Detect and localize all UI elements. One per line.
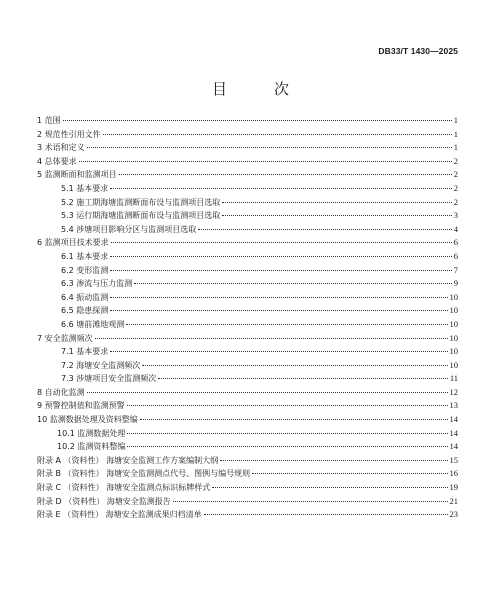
dot-leader	[111, 242, 452, 243]
toc-entry-label: 6.1 基本要求	[61, 251, 109, 261]
toc-entry[interactable]	[37, 277, 458, 291]
dot-leader	[127, 433, 447, 434]
toc-entry-label: 5 监测断面和监测项目	[37, 170, 117, 180]
toc-entry-page-number: 6	[453, 237, 458, 248]
toc-entry-label: 6 监测项目技术要求	[37, 238, 109, 248]
toc-entry-label: 10.1 监测数据处理	[57, 428, 126, 438]
dot-leader	[110, 270, 451, 271]
toc-entry-label: 1 范围	[37, 116, 61, 125]
toc-entry[interactable]	[37, 495, 458, 509]
toc-entry-page-number: 6	[453, 250, 458, 261]
toc-entry[interactable]	[37, 223, 458, 237]
dot-leader	[127, 446, 447, 447]
dot-leader	[119, 174, 452, 175]
toc-entry-label: 6.2 变形监测	[61, 265, 109, 275]
dot-leader	[173, 501, 448, 502]
dot-leader	[127, 405, 448, 406]
toc-entry-page-number: 10	[449, 291, 458, 302]
toc-entry[interactable]	[37, 318, 458, 332]
toc-entry-page-number: 14	[449, 441, 458, 452]
toc-entry-page-number: 2	[453, 155, 458, 166]
toc-entry[interactable]	[37, 196, 458, 210]
toc-entry-label: 6.4 振动监测	[61, 292, 109, 302]
toc-entry-page-number: 12	[449, 386, 458, 397]
toc-entry-page-number: 19	[449, 482, 458, 493]
toc-entry[interactable]	[37, 372, 458, 386]
dot-leader	[110, 256, 451, 257]
toc-entry-page-number: 14	[449, 427, 458, 438]
toc-entry-page-number: 10	[449, 318, 458, 329]
toc-entry-label: 2 规范性引用文件	[37, 129, 101, 139]
toc-entry-page-number: 16	[449, 468, 458, 479]
toc-entry-page-number: 2	[453, 196, 458, 207]
toc-entry-page-number: 1	[453, 115, 458, 125]
toc-entry-page-number: 2	[453, 169, 458, 180]
toc-entry[interactable]	[37, 114, 458, 128]
dot-leader	[87, 392, 448, 393]
toc-entry[interactable]	[37, 413, 458, 427]
dot-leader	[222, 215, 451, 216]
toc-entry[interactable]	[37, 291, 458, 305]
toc-entry-page-number: 10	[449, 346, 458, 357]
toc-entry-page-number: 15	[449, 454, 458, 465]
dot-leader	[87, 147, 452, 148]
toc-entry[interactable]	[37, 332, 458, 346]
toc-entry-label: 4 总体要求	[37, 156, 77, 166]
toc-entry-page-number: 1	[453, 128, 458, 139]
toc-entry-label: 5.3 运行期海塘监测断面布设与监测项目选取	[61, 211, 221, 221]
toc-entry-page-number: 7	[453, 264, 458, 275]
dot-leader	[110, 310, 447, 311]
dot-leader	[220, 460, 447, 461]
toc-entry[interactable]	[37, 155, 458, 169]
dot-leader	[95, 338, 448, 339]
toc-entry-page-number: 10	[449, 332, 458, 343]
toc-entry[interactable]	[37, 440, 458, 454]
toc-entry[interactable]	[37, 345, 458, 359]
toc-entry[interactable]	[37, 209, 458, 223]
toc-entry-page-number: 13	[449, 400, 458, 411]
toc-entry-label: 附录 B （资料性） 海塘安全监测测点代号、图例与编号规则	[37, 469, 251, 479]
toc-entry[interactable]	[37, 182, 458, 196]
toc-entry-page-number: 4	[453, 223, 458, 234]
toc-entry[interactable]	[37, 250, 458, 264]
toc-entry[interactable]	[37, 141, 458, 155]
toc-entry[interactable]	[37, 264, 458, 278]
dot-leader	[252, 473, 447, 474]
dot-leader	[110, 188, 451, 189]
toc-entry-page-number: 10	[449, 359, 458, 370]
toc-entry-label: 7.2 海塘安全监测频次	[61, 360, 141, 370]
table-of-contents	[37, 114, 458, 522]
toc-entry-label: 7.1 基本要求	[61, 347, 109, 357]
toc-entry-page-number: 21	[449, 495, 458, 506]
toc-entry-label: 3 术语和定义	[37, 143, 85, 153]
toc-entry-page-number: 14	[449, 414, 458, 425]
toc-entry-page-number: 1	[453, 142, 458, 153]
toc-entry[interactable]	[37, 508, 458, 522]
toc-entry-page-number: 11	[449, 373, 458, 384]
toc-entry-label: 10 监测数据处理及资料整编	[37, 415, 138, 425]
toc-entry[interactable]	[37, 467, 458, 481]
dot-leader	[198, 229, 451, 230]
dot-leader	[110, 297, 447, 298]
dot-leader	[222, 202, 451, 203]
toc-entry[interactable]	[37, 128, 458, 142]
dot-leader	[212, 487, 447, 488]
toc-entry[interactable]	[37, 236, 458, 250]
toc-entry-label: 5.4 涉塘项目影响分区与监测项目选取	[61, 224, 197, 234]
toc-entry[interactable]	[37, 481, 458, 495]
toc-entry-label: 附录 D （资料性） 海塘安全监测报告	[37, 496, 171, 506]
toc-entry-page-number: 10	[449, 305, 458, 316]
toc-entry-label: 8 自动化监测	[37, 387, 85, 397]
toc-entry-label: 6.5 隐患探测	[61, 306, 109, 316]
dot-leader	[158, 378, 448, 379]
toc-entry[interactable]	[37, 399, 458, 413]
dot-leader	[204, 514, 448, 515]
dot-leader	[140, 419, 448, 420]
toc-entry-label: 附录 C （资料性） 海塘安全监测点标识标牌样式	[37, 483, 211, 493]
toc-entry-label: 5.1 基本要求	[61, 183, 109, 193]
toc-entry-label: 9 预警控制值和监测预警	[37, 401, 125, 411]
toc-entry-label: 6.3 渗流与压力监测	[61, 279, 133, 289]
toc-entry-label: 附录 A （资料性） 海塘安全监测工作方案编制大纲	[37, 455, 219, 465]
toc-entry-page-number: 23	[449, 509, 458, 520]
toc-entry[interactable]	[37, 454, 458, 468]
dot-leader	[134, 283, 451, 284]
toc-entry-label: 7.3 涉塘项目安全监测频次	[61, 374, 157, 384]
dot-leader	[126, 324, 447, 325]
toc-entry[interactable]	[37, 168, 458, 182]
toc-entry-label: 10.2 监测资料整编	[57, 442, 126, 452]
toc-entry-label: 6.6 塘前滩地观测	[61, 319, 125, 329]
toc-entry[interactable]	[37, 386, 458, 400]
toc-entry-page-number: 2	[453, 182, 458, 193]
toc-title: 目 次	[211, 80, 305, 98]
toc-entry[interactable]	[37, 359, 458, 373]
dot-leader	[103, 134, 452, 135]
toc-entry[interactable]	[37, 427, 458, 441]
toc-entry-label: 7 安全监测频次	[37, 333, 93, 343]
toc-entry-label: 5.2 施工期海塘监测断面布设与监测项目选取	[61, 197, 221, 207]
dot-leader	[110, 351, 447, 352]
dot-leader	[142, 365, 447, 366]
toc-entry-page-number: 3	[453, 210, 458, 221]
toc-entry-page-number: 9	[453, 278, 458, 289]
toc-entry[interactable]	[37, 304, 458, 318]
toc-entry-label: 附录 E （资料性） 海塘安全监测成果归档清单	[37, 510, 202, 520]
document-code: DB33/T 1430—2025	[378, 46, 458, 56]
dot-leader	[63, 120, 452, 121]
dot-leader	[79, 161, 452, 162]
